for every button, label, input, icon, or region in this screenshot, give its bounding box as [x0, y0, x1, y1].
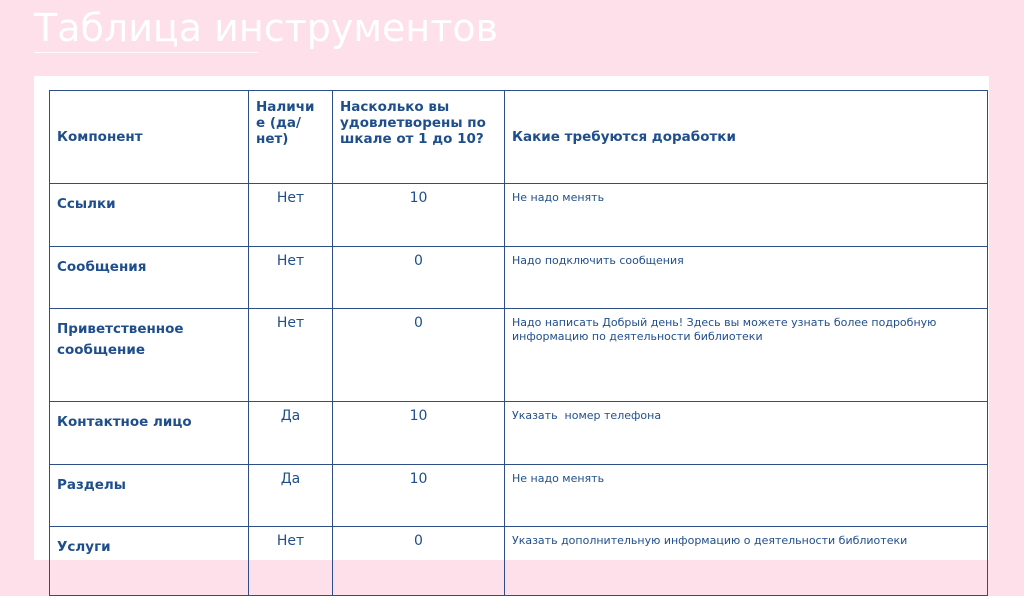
- cell-score: 10: [333, 184, 505, 247]
- cell-score: 10: [333, 402, 505, 465]
- cell-improvements: Надо написать Добрый день! Здесь вы можете узнать более подробную информацию по деятельности библиотеки: [505, 309, 988, 402]
- cell-component: Ссылки: [50, 184, 249, 247]
- cell-component: Контактное лицо: [50, 402, 249, 465]
- cell-availability: Нет: [249, 309, 333, 402]
- table-row: [50, 402, 988, 465]
- cell-availability: Нет: [249, 527, 333, 596]
- header-component: Компонент: [50, 91, 249, 184]
- cell-improvements: Указать номер телефона: [505, 402, 988, 465]
- cell-component: Услуги: [50, 527, 249, 596]
- cell-component: Приветственное сообщение: [50, 309, 249, 402]
- cell-availability: Нет: [249, 247, 333, 309]
- cell-score: 10: [333, 465, 505, 527]
- table-row: [50, 309, 988, 402]
- cell-score: 0: [333, 527, 505, 596]
- table-row: [50, 184, 988, 247]
- cell-improvements: Не надо менять: [505, 184, 988, 247]
- table-row: [50, 527, 988, 596]
- header-improvements: Какие требуются доработки: [505, 91, 988, 184]
- cell-score: 0: [333, 309, 505, 402]
- cell-component: Сообщения: [50, 247, 249, 309]
- cell-availability: Да: [249, 465, 333, 527]
- header-availability: Наличи е (да/ нет): [249, 91, 333, 184]
- cell-availability: Да: [249, 402, 333, 465]
- table-header-row: [50, 91, 988, 184]
- slide-title: Таблица инструментов: [34, 6, 498, 50]
- cell-improvements: Не надо менять: [505, 465, 988, 527]
- table-row: [50, 247, 988, 309]
- cell-availability: Нет: [249, 184, 333, 247]
- cell-improvements: Надо подключить сообщения: [505, 247, 988, 309]
- cell-improvements: Указать дополнительную информацию о деятельности библиотеки: [505, 527, 988, 596]
- tools-table: [49, 90, 988, 596]
- table-row: [50, 465, 988, 527]
- header-satisfaction: Насколько вы удовлетворены по шкале от 1 до 10?: [333, 91, 505, 184]
- table-panel: [34, 76, 989, 560]
- cell-score: 0: [333, 247, 505, 309]
- cell-component: Разделы: [50, 465, 249, 527]
- title-underline: [34, 52, 258, 53]
